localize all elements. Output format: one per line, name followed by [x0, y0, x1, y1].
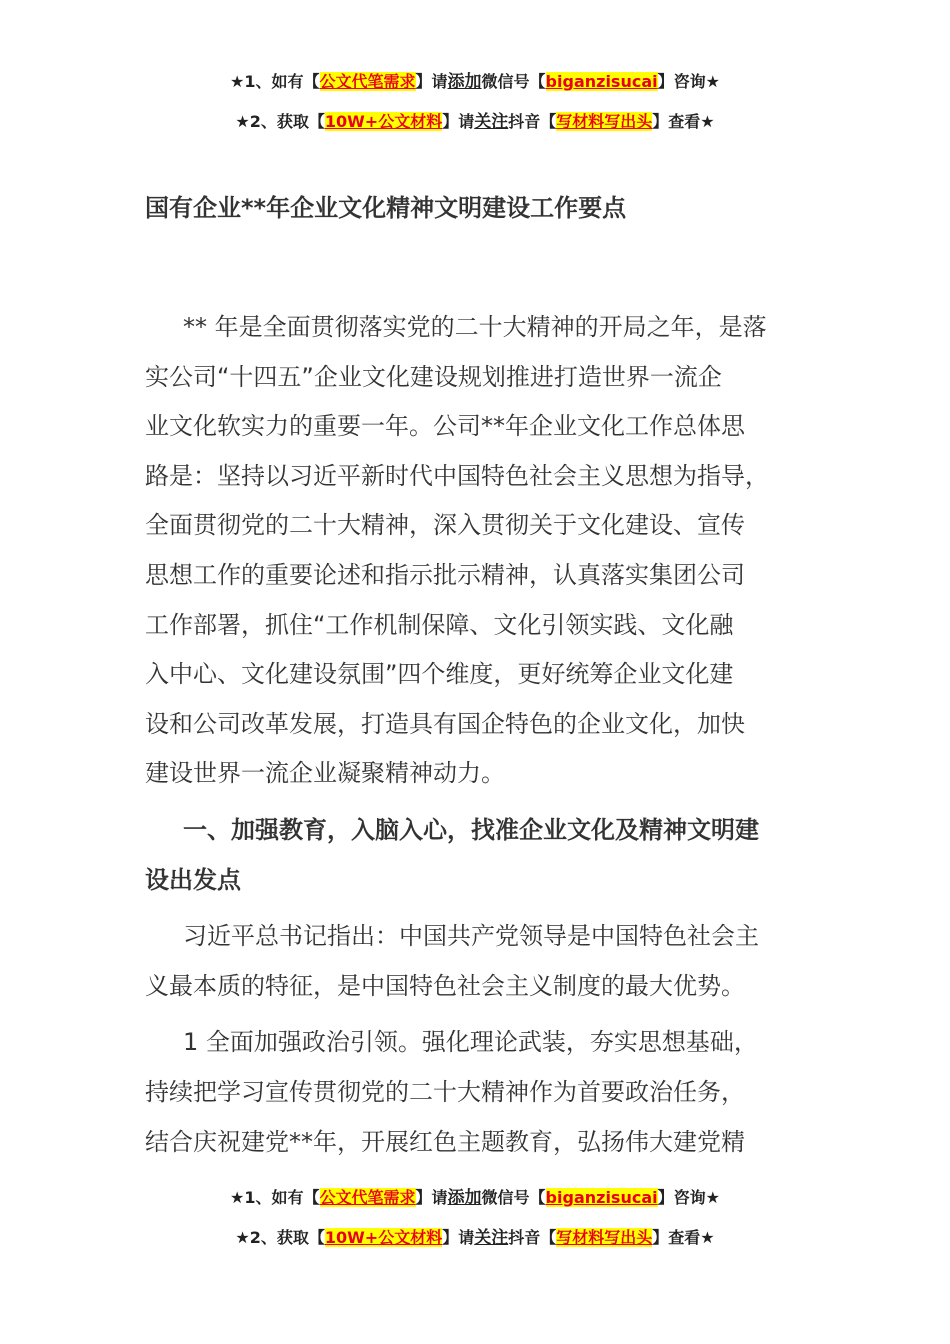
- banner-text: ★2、获取【: [235, 112, 325, 131]
- banner-text: 】咨询★: [657, 1188, 720, 1207]
- banner-text: 】咨询★: [657, 72, 720, 91]
- highlight-materials: 10W+公文材料: [324, 112, 443, 131]
- banner-text: 】请: [442, 112, 475, 131]
- banner-text: 微信号【: [481, 1188, 546, 1207]
- document-body: [145, 303, 805, 1167]
- text-line: 思想工作的重要论述和指示批示精神，认真落实集团公司: [145, 560, 745, 589]
- highlight-douyin-account: 写材料写出头: [556, 112, 653, 131]
- text-line: 一、加强教育，入脑入心，找准企业文化及精神文明建: [183, 815, 759, 844]
- highlight-douyin-account: 写材料写出头: [556, 1228, 653, 1247]
- text-line: 业文化软实力的重要一年。公司**年企业文化工作总体思: [145, 412, 745, 441]
- section-heading: [145, 806, 805, 905]
- banner-emphasis: 关注: [474, 1228, 509, 1248]
- highlight-wechat-id: biganzisucai: [545, 72, 658, 91]
- document-title: 国有企业**年企业文化精神文明建设工作要点: [145, 194, 627, 222]
- banner-emphasis: 添加: [447, 72, 482, 92]
- text-line: ** 年是全面贯彻落实党的二十大精神的开局之年，是落: [183, 313, 767, 341]
- text-line: 结合庆祝建党**年，开展红色主题教育，弘扬伟大建党精: [145, 1127, 745, 1156]
- highlight-service: 公文代笔需求: [319, 72, 416, 91]
- quote-paragraph: [145, 912, 805, 1011]
- banner-text: ★2、获取【: [235, 1228, 325, 1247]
- banner-text: 抖音【: [508, 112, 557, 131]
- text-line: 工作部署，抓住“工作机制保障、文化引领实践、文化融: [145, 610, 734, 639]
- banner-text: 】查看★: [652, 112, 715, 131]
- banner-text: 】请: [415, 1188, 448, 1207]
- intro-paragraph: [145, 303, 805, 799]
- promo-banner-top-line1: [0, 71, 950, 93]
- banner-emphasis: 添加: [447, 1188, 482, 1208]
- banner-text: 】请: [442, 1228, 475, 1247]
- banner-text: ★1、如有【: [230, 1188, 320, 1207]
- text-line: 入中心、文化建设氛围”四个维度，更好统筹企业文化建: [145, 660, 734, 689]
- text-line: 义最本质的特征，是中国特色社会主义制度的最大优势。: [145, 971, 745, 1000]
- text-line: 实公司“十四五”企业文化建设规划推进打造世界一流企: [145, 362, 722, 391]
- banner-text: 微信号【: [481, 72, 546, 91]
- banner-text: 抖音【: [508, 1228, 557, 1247]
- banner-text: ★1、如有【: [230, 72, 320, 91]
- banner-text: 】查看★: [652, 1228, 715, 1247]
- highlight-materials: 10W+公文材料: [324, 1228, 443, 1247]
- text-line: 习近平总书记指出：中国共产党领导是中国特色社会主: [183, 922, 759, 951]
- text-line: 设出发点: [145, 865, 241, 894]
- text-line: 全面贯彻党的二十大精神，深入贯彻关于文化建设、宣传: [145, 511, 745, 540]
- promo-banner-top-line2: [0, 111, 950, 133]
- highlight-wechat-id: biganzisucai: [545, 1188, 658, 1207]
- promo-banner-bottom-line2: [0, 1227, 950, 1249]
- text-line: 1 全面加强政治引领。强化理论武装，夯实思想基础，: [183, 1028, 758, 1057]
- highlight-service: 公文代笔需求: [319, 1188, 416, 1207]
- item-paragraph: [145, 1018, 805, 1167]
- promo-banner-bottom-line1: [0, 1187, 950, 1209]
- text-line: 持续把学习宣传贯彻党的二十大精神作为首要政治任务，: [145, 1077, 745, 1106]
- banner-emphasis: 关注: [474, 112, 509, 132]
- text-line: 设和公司改革发展，打造具有国企特色的企业文化，加快: [145, 709, 745, 738]
- banner-text: 】请: [415, 72, 448, 91]
- text-line: 建设世界一流企业凝聚精神动力。: [145, 759, 505, 788]
- text-line: 路是：坚持以习近平新时代中国特色社会主义思想为指导，: [145, 461, 769, 490]
